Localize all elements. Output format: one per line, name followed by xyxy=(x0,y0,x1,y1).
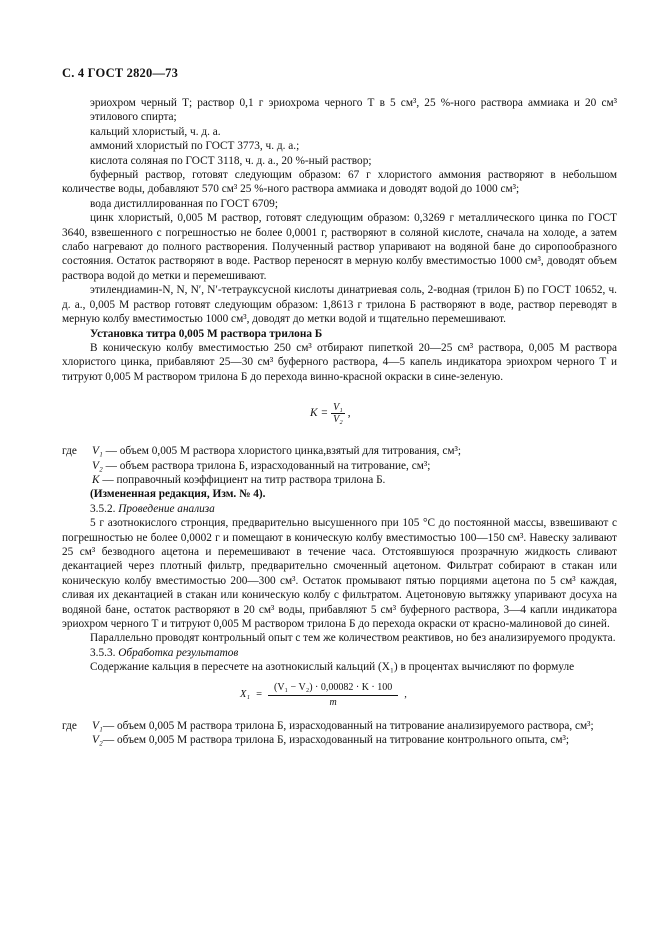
where-symbol: V₂ xyxy=(92,459,103,472)
reagent-item: кислота соляная по ГОСТ 3118, ч. д. а., 20 %-ный раствор; xyxy=(90,154,372,167)
reagent-item: вода дистиллированная по ГОСТ 6709; xyxy=(90,197,278,210)
formula-k-fraction xyxy=(331,402,345,425)
where-row xyxy=(62,459,617,473)
formula-x1-tail: , xyxy=(404,688,407,700)
where-label xyxy=(62,459,92,473)
reagent-item: кальций хлористый, ч. д. а. xyxy=(90,125,221,138)
formula-x1-numerator: (V₁ − V₂) · 0,00082 · K · 100 xyxy=(268,681,398,696)
formula-x1 xyxy=(62,675,617,719)
revision-note: (Измененная редакция, Изм. № 4). xyxy=(90,488,266,501)
section-number: 3.5.2. xyxy=(90,502,116,515)
results-text: Содержание кальция в пересчете на азотнокислый кальций (X₁) в процентах вычисляют по формуле xyxy=(90,661,575,674)
where-label: где xyxy=(62,445,77,458)
formula-x1-eq: = xyxy=(256,688,262,700)
formula-k-numerator: V₁ xyxy=(333,402,343,414)
where-row xyxy=(62,473,617,487)
formula-k-denominator: V₂ xyxy=(333,414,343,426)
where-symbol: V₁ xyxy=(92,719,103,732)
where-label: где xyxy=(62,719,77,732)
reagent-item: эриохром черный Т; раствор 0,1 г эриохрома черного Т в 5 см³, 25 %-ного раствора аммиака и 20 см³ этилового спирта; xyxy=(90,97,617,124)
document-body xyxy=(62,96,617,747)
where-row xyxy=(62,444,617,458)
where-label xyxy=(62,733,92,747)
reagent-item: буферный раствор, готовят следующим образом: 67 г хлористого аммония растворяют в небольшом количестве воды, добавляют 570 см³ 25 %-ного раствора аммиака и доводят водой до 1000 см³; xyxy=(62,169,617,196)
formula-x1-fraction xyxy=(268,681,398,710)
section-heading-3-5-2 xyxy=(62,502,617,516)
where-text: — объем 0,005 М раствора трилона Б, израсходованный на титрование контрольного опыта, см³; xyxy=(102,734,570,747)
control-text: Параллельно проводят контрольный опыт с тем же количеством реактивов, но без анализируемого продукта. xyxy=(90,632,616,645)
where-text: — объем раствора трилона Б, израсходованный на титрование, см³; xyxy=(102,459,431,472)
reagent-item: цинк хлористый, 0,005 М раствор, готовят следующим образом: 0,3269 г металлического цинка по ГОСТ 3640, взвешенного с погрешностью не более 0,0001 г, растворяют в соляной кислоте, сначала на холоде, а затем слабо нагревают до полного растворения. Полученный раствор упаривают на водяной бане до сиропообразного состояния. Остаток растворяют в воде. Раствор переносят в мерную колбу вместимостью 1000 см³, доводят объем раствора водой до метки и перемешивают. xyxy=(62,212,617,282)
where-label xyxy=(62,473,92,487)
formula-x1-lhs: X₁ xyxy=(240,688,251,700)
where-text: — объем 0,005 М раствора трилона Б, израсходованный на титрование анализируемого раствора, см³; xyxy=(102,719,594,732)
where-text: — поправочный коэффициент на титр раствора трилона Б. xyxy=(99,473,386,486)
where-symbol: V₁ xyxy=(92,445,103,458)
reagent-item: этилендиамин-N, N, N′, N′-тетрауксусной кислоты динатриевая соль, 2-водная (трилон Б) по ГОСТ 10652, ч. д. а., 0,005 М раствор готовят следующим образом: 1,8613 г трилона Б растворяют в воде, раствор переводят в мерную колбу вместимостью 1000 см³, доводят до метки водой и тщательно перемешивают. xyxy=(62,284,617,326)
formula-k-eq: = xyxy=(320,407,329,420)
formula-x1-denominator: m xyxy=(329,696,337,708)
formula-k-lhs: K xyxy=(310,407,318,420)
titer-heading: Установка титра 0,005 М раствора трилона Б xyxy=(90,327,323,340)
titer-text: В коническую колбу вместимостью 250 см³ отбирают пипеткой 20—25 см³ раствора, 0,005 М раствора хлористого цинка, прибавляют 25—30 см³ буферного раствора, 4—5 капель индикатора эриохром черного Т и титруют 0,005 М раствором трилона Б до перехода винно-красной окраски в сине-зеленую. xyxy=(62,341,617,383)
section-title: Проведение анализа xyxy=(118,502,215,515)
section-title: Обработка результатов xyxy=(118,646,239,659)
where-row xyxy=(62,719,617,733)
where-row xyxy=(62,733,617,747)
reagent-item: аммоний хлористый по ГОСТ 3773, ч. д. а.; xyxy=(90,140,300,153)
page-header: С. 4 ГОСТ 2820—73 xyxy=(62,66,179,80)
where-symbol: K xyxy=(92,473,100,486)
analysis-text: 5 г азотнокислого стронция, предварительно высушенного при 105 °С до постоянной массы, взвешивают с погрешностью не более 0,0002 г и помещают в коническую колбу вместимостью 100—150 см³. Навеску заливают 25 см³ безводного ацетона и перемешивают в течение часа. Отстоявшуюся прозрачную жидкость сливают декантацией через плотный фильтр, предварительно смоченный ацетоном. Фильтрат собирают в стакан или коническую колбу вместимостью 200—300 см³. Остаток промывают пятью порциями ацетона по 5 см³ каждая, сливая их декантацией в стакан или коническую колбу с фильтратом. Ацетоновую вытяжку упаривают досуха на водяной бане, остаток растворяют в 20 см³ воды, прибавляют 5 см³ буферного раствора, 3—4 капли индикатора эриохром черного Т и титруют 0,005 М раствором трилона Б до перехода окраски от красно-малиновой до синей. xyxy=(62,517,617,630)
where-text: — объем 0,005 М раствора хлористого цинка,взятый для титрования, см³; xyxy=(102,445,462,458)
formula-k-tail: , xyxy=(347,407,351,420)
where-symbol: V₂ xyxy=(92,734,103,747)
section-number: 3.5.3. xyxy=(90,646,116,659)
formula-k xyxy=(62,384,617,444)
section-heading-3-5-3 xyxy=(62,646,617,660)
